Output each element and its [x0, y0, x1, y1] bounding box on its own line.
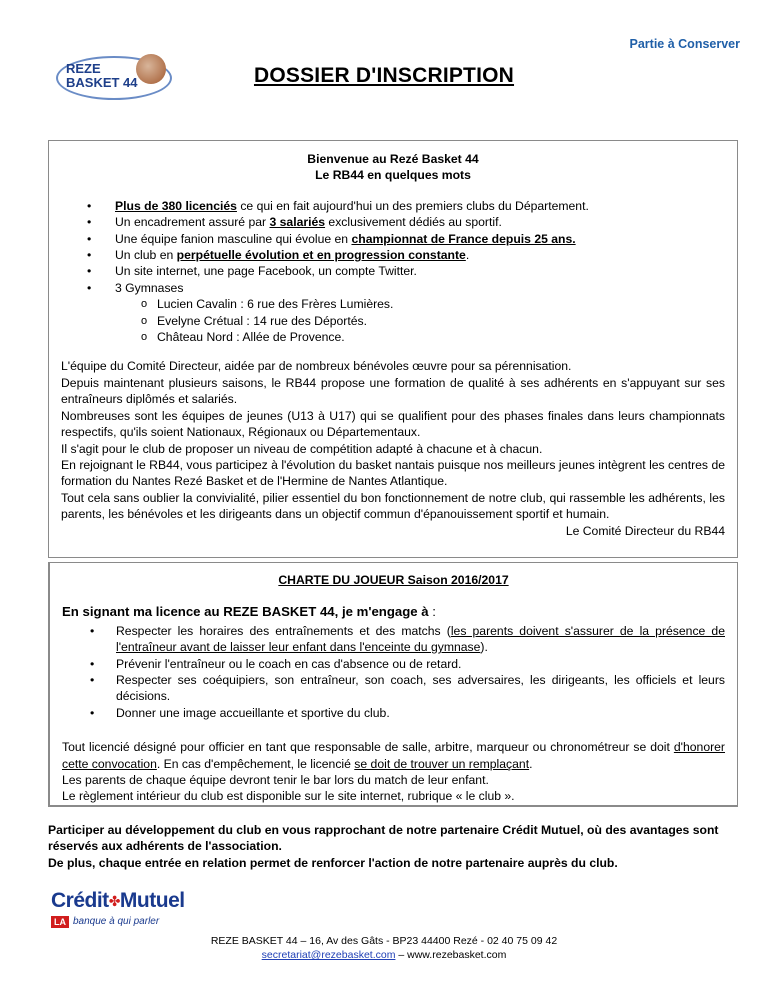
fact-text: Un encadrement assuré par	[115, 215, 270, 230]
document-title: DOSSIER D'INSCRIPTION	[253, 64, 515, 87]
welcome-heading: Bienvenue au Rezé Basket 44	[307, 152, 479, 166]
commitment-text: ).	[480, 640, 488, 655]
list-item	[62, 623, 725, 656]
gym-item: o Château Nord : Allée de Provence.	[61, 329, 725, 345]
cm-cross-icon: ✤	[108, 893, 120, 909]
list-item: • Donner une image accueillante et sportive du club.	[62, 705, 725, 721]
footer-separator: –	[395, 949, 408, 961]
list-item	[61, 247, 725, 263]
paragraph: Le règlement intérieur du club est disponible sur le site internet, rubrique « le club ».	[62, 789, 515, 804]
commitment-text: Respecter les horaires des entraînements et des matchs (	[116, 623, 451, 638]
rule-text: .	[529, 756, 533, 771]
gym-item: o Evelyne Crétual : 14 rue des Déportés.	[61, 313, 725, 329]
fact-text: Une équipe fanion masculine qui évolue en	[115, 231, 352, 246]
charter-intro-colon: :	[428, 604, 436, 620]
fact-text: .	[465, 248, 470, 263]
signature: Le Comité Directeur du RB44	[565, 523, 725, 538]
keep-part-label: Partie à Conserver	[629, 37, 740, 51]
commitment-underlined: les parents doivent s'assurer de la présence de l'entraîneur avant de laisser leur enfant dans l'enceinte du gymnase	[116, 623, 725, 655]
list-item: • Un site internet, une page Facebook, un compte Twitter.	[61, 263, 725, 279]
club-facts-list	[61, 198, 725, 296]
email-link[interactable]: secretariat@rezebasket.com	[261, 949, 396, 961]
cm-badge: LA	[51, 916, 69, 928]
credit-mutuel-logo	[51, 890, 201, 930]
paragraph: Tout cela sans oublier la convivialité, pilier essentiel du bon fonctionnement de notre club, qui rassemble les adhérents, les parents, les bénévoles et les dirigeants dans un objectif commun d'épanouissement sportif et humain.	[61, 490, 725, 522]
fact-text: Un club en	[115, 248, 177, 263]
cm-tagline	[51, 914, 201, 930]
footer-address: REZE BASKET 44 – 16, Av des Gâts - BP23 44400 Rezé - 02 40 75 09 42	[210, 935, 558, 947]
club-description	[61, 358, 725, 538]
list-item	[61, 231, 725, 247]
welcome-subheading: Le RB44 en quelques mots	[315, 168, 471, 183]
rule-text: . En cas d'empêchement, le licencié	[156, 756, 355, 771]
website-link[interactable]: www.rezebasket.com	[407, 949, 507, 961]
partner-line: Participer au développement du club en vous rapprochant de notre partenaire Crédit Mutuel, où des avantages sont réservés aux adhérents de l'association.	[48, 823, 719, 854]
footer-contact	[0, 948, 768, 962]
list-item	[61, 214, 725, 230]
gym-item: o Lucien Cavalin : 6 rue des Frères Lumières.	[61, 296, 725, 312]
fact-highlight: 3 salariés	[269, 215, 326, 230]
logo-line2: BASKET 44	[66, 75, 138, 90]
commitments-list	[62, 623, 725, 721]
fact-text: exclusivement dédiés au sportif.	[325, 215, 502, 230]
player-charter-section	[48, 562, 738, 807]
charter-title: CHARTE DU JOUEUR Saison 2016/2017	[278, 573, 509, 587]
list-item: • 3 Gymnases	[61, 280, 725, 296]
charter-rules	[62, 739, 725, 805]
paragraph: Les parents de chaque équipe devront tenir le bar lors du match de leur enfant.	[62, 773, 489, 788]
cm-name	[51, 890, 201, 912]
rule-underlined: d'honorer cette convocation	[62, 740, 725, 771]
list-item	[61, 198, 725, 214]
paragraph: En rejoignant le RB44, vous participez à l'évolution du basket nantais puisque nos meilleurs jeunes intègrent les centres de formation du Nantes Rezé Basket et de l'Hermine de Nantes Atlantique.	[61, 457, 725, 489]
list-item: • Prévenir l'entraîneur ou le coach en cas d'absence ou de retard.	[62, 656, 725, 672]
paragraph	[62, 739, 725, 772]
gymnasium-list	[61, 296, 725, 345]
welcome-section	[48, 140, 738, 558]
cm-tagline-text: banque à qui parler	[73, 916, 160, 927]
charter-intro	[62, 604, 725, 620]
partner-notice	[48, 822, 738, 871]
paragraph: Nombreuses sont les équipes de jeunes (U13 à U17) qui se qualifient pour des phases finales dans leurs championnats respectifs, qu'ils soient Nationaux, Régionaux ou Départementaux.	[61, 408, 725, 440]
fact-highlight: perpétuelle évolution et en progression constante	[176, 248, 466, 263]
cm-name-part2: Mutuel	[119, 889, 185, 912]
rule-text: Tout licencié désigné pour officier en tant que responsable de salle, arbitre, marqueur ou chronométreur se doit	[62, 740, 674, 755]
charter-intro-text: En signant ma licence au REZE BASKET 44, je m'engage à	[62, 604, 429, 620]
logo-line1: REZE	[66, 61, 101, 76]
partner-line: De plus, chaque entrée en relation permet de renforcer l'action de notre partenaire auprès du club.	[48, 855, 618, 870]
list-item: • Respecter ses coéquipiers, son entraîneur, son coach, ses adversaires, les dirigeants, les officiels et leurs décisions.	[62, 672, 725, 705]
fact-highlight: Plus de 380 licenciés	[115, 198, 237, 213]
rule-underlined: se doit de trouver un remplaçant	[354, 756, 530, 771]
fact-text: ce qui en fait aujourd'hui un des premiers clubs du Département.	[236, 198, 589, 213]
paragraph: Il s'agit pour le club de proposer un niveau de compétition adapté à chacune et à chacun.	[61, 441, 543, 456]
footer	[0, 934, 768, 962]
paragraph: Depuis maintenant plusieurs saisons, le RB44 propose une formation de qualité à ses adhérents en s'appuyant sur ses entraîneurs diplômés et salariés.	[61, 375, 725, 407]
fact-highlight: championnat de France depuis 25 ans.	[351, 231, 576, 246]
cm-name-part1: Crédit	[51, 889, 109, 912]
paragraph: L'équipe du Comité Directeur, aidée par de nombreux bénévoles œuvre pour sa pérennisation.	[61, 359, 572, 374]
